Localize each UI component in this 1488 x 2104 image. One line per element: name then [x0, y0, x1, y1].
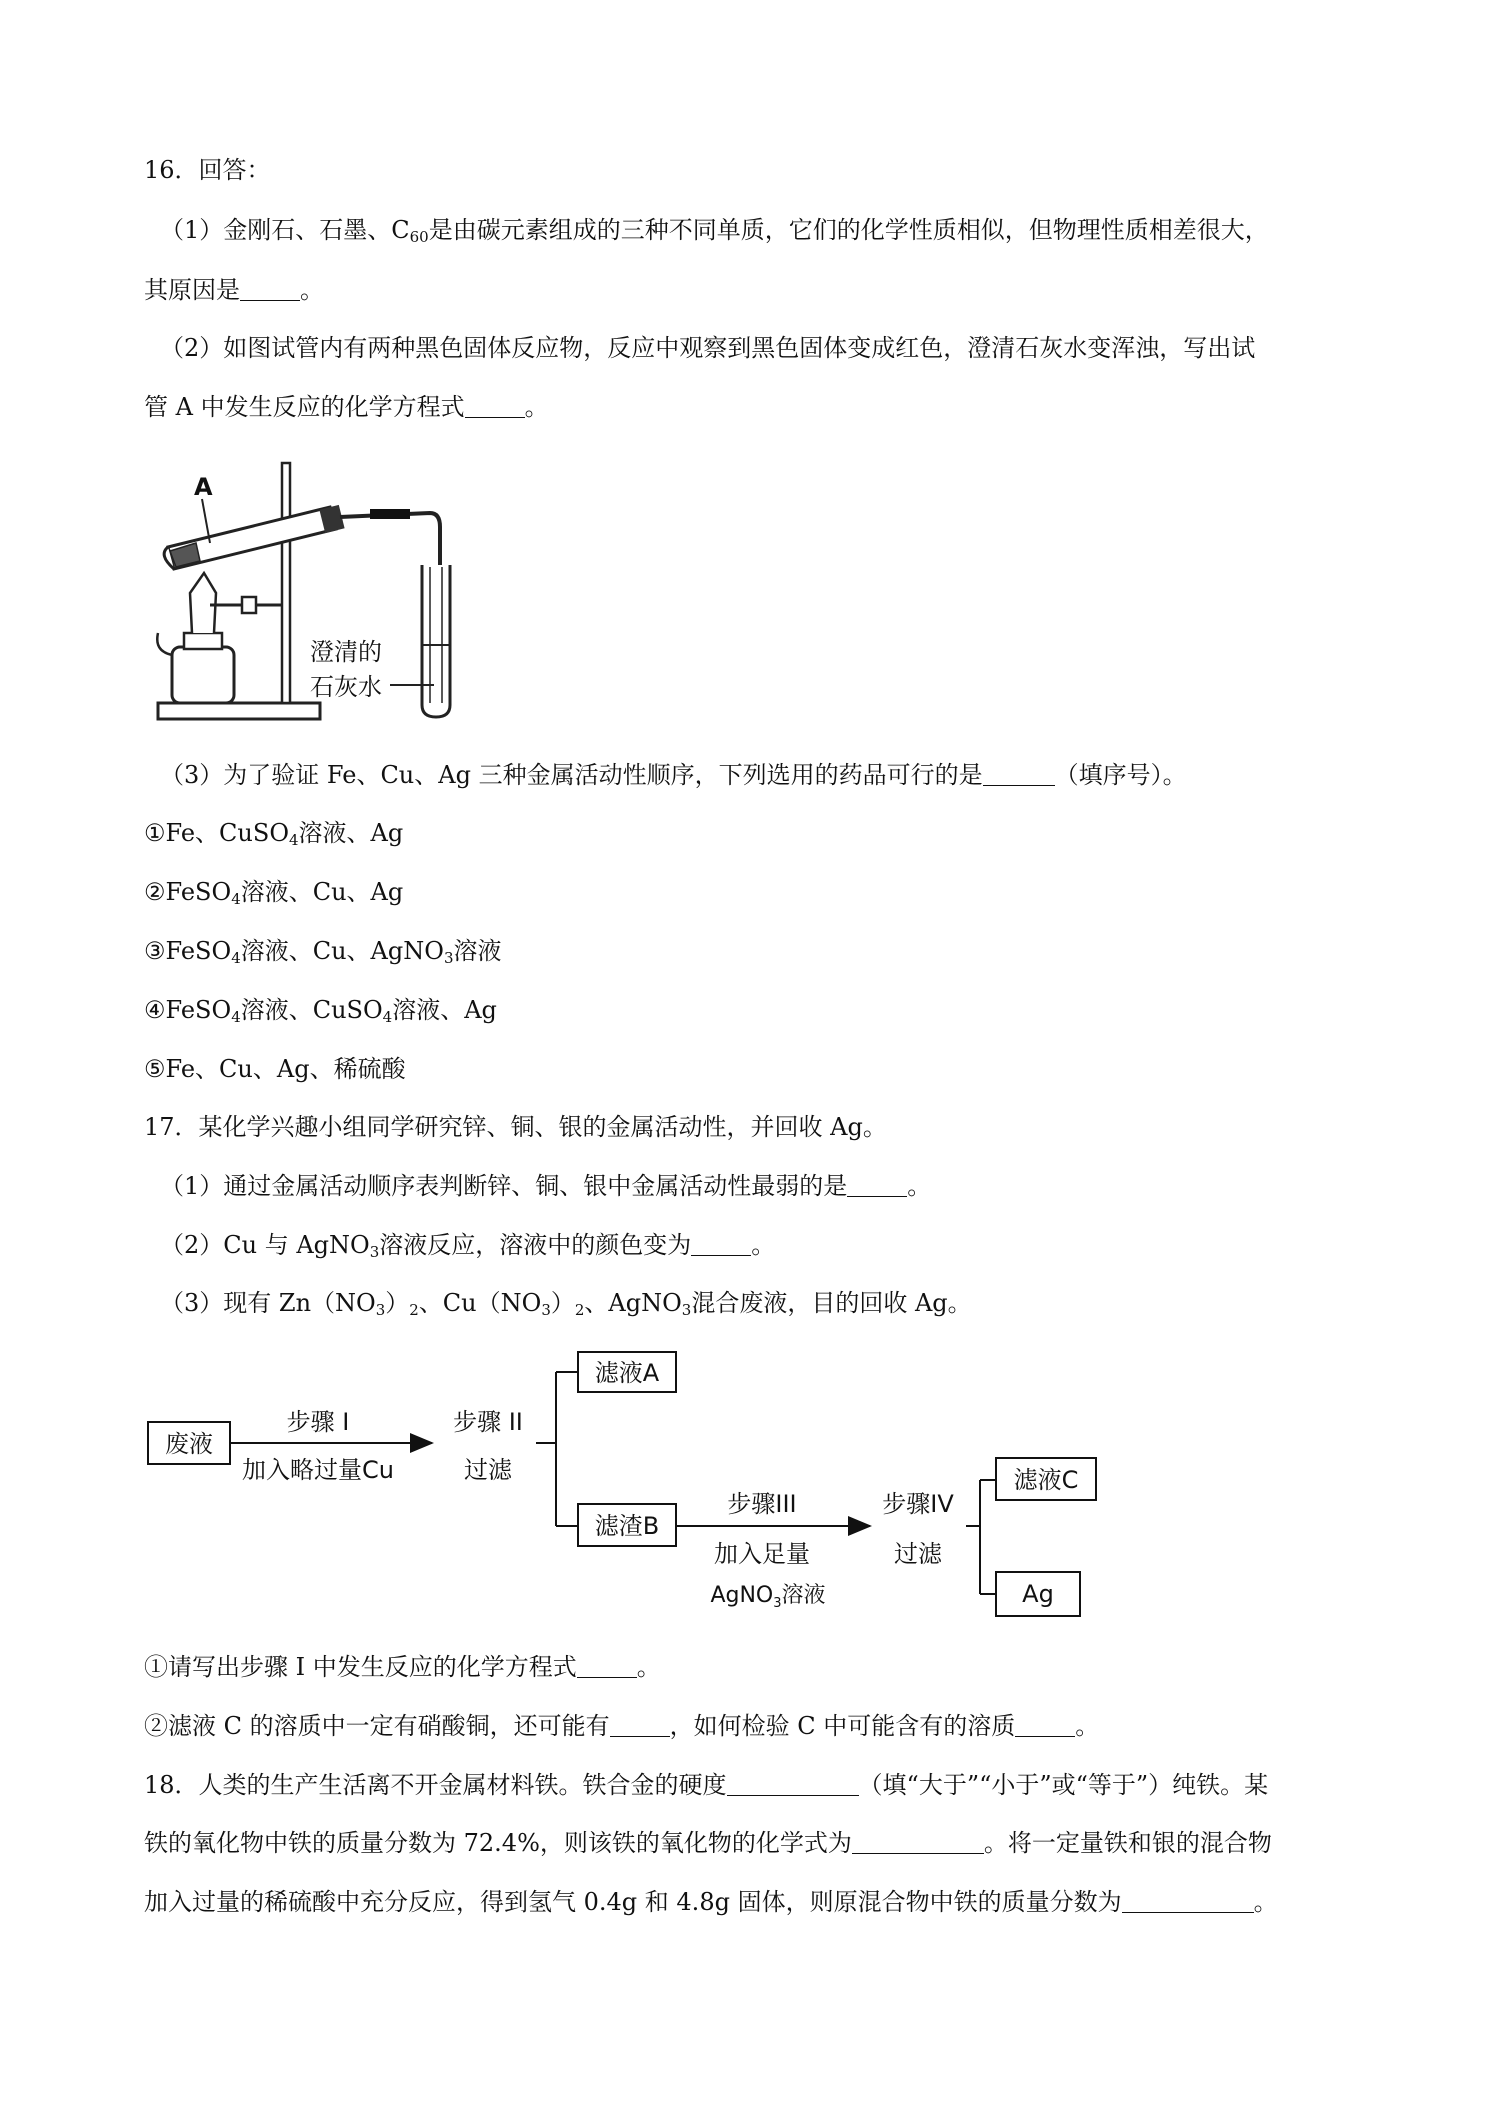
q16-title: 16．回答：	[144, 156, 271, 184]
answer-blank[interactable]	[610, 1712, 670, 1737]
q18-line2: 铁的氧化物中铁的质量分数为 72.4%，则该铁的氧化物的化学式为 。将一定量铁和银的混合物	[144, 1829, 1272, 1857]
option-3: ③FeSO$_4$溶液、Cu、AgNO$_3$溶液	[144, 937, 502, 967]
answer-blank[interactable]	[852, 1829, 984, 1854]
text-filtrate-a: 滤液A	[594, 1359, 660, 1387]
text-step2: 步骤 II	[453, 1408, 523, 1436]
answer-blank[interactable]	[727, 1771, 859, 1796]
q17-sub2: ②滤液 C 的溶质中一定有硝酸铜，还可能有 ，如何检验 C 中可能含有的溶质 。	[144, 1712, 1100, 1740]
q16-part1-line1: （1）金刚石、石墨、$C_{60}$是由碳元素组成的三种不同单质，它们的化学性质相似，但物理性质相差很大，	[160, 216, 1269, 246]
label-a: A	[194, 473, 213, 501]
answer-blank[interactable]	[1122, 1888, 1254, 1913]
q17-title: 17．某化学兴趣小组同学研究锌、铜、银的金属活动性，并回收 Ag。	[144, 1113, 887, 1141]
apparatus-figure	[150, 455, 470, 725]
text-step1: 步骤 I	[286, 1408, 350, 1436]
text-ag: Ag	[1022, 1580, 1054, 1608]
q18-line3: 加入过量的稀硫酸中充分反应，得到氢气 0.4g 和 4.8g 固体，则原混合物中铁的质量分数为 。	[144, 1888, 1278, 1916]
answer-blank[interactable]	[240, 276, 300, 301]
answer-blank[interactable]	[847, 1172, 907, 1197]
option-5: ⑤Fe、Cu、Ag、稀硫酸	[144, 1055, 406, 1083]
q16-part3: （3）为了验证 Fe、Cu、Ag 三种金属活动性顺序，下列选用的药品可行的是 （填序号）。	[160, 761, 1187, 789]
label-clear-limewater-1: 澄清的	[310, 638, 382, 666]
text-step3-sub: 加入足量	[714, 1540, 810, 1568]
q17-part1: （1）通过金属活动顺序表判断锌、铜、银中金属活动性最弱的是 。	[160, 1172, 932, 1200]
answer-blank[interactable]	[1015, 1712, 1075, 1737]
text-waste: 废液	[165, 1430, 213, 1458]
answer-blank[interactable]	[691, 1231, 751, 1256]
q16-part1-line2: 其原因是 。	[144, 276, 324, 304]
text-residue-b: 滤渣B	[594, 1512, 660, 1540]
q18-line1: 18．人类的生产生活离不开金属材料铁。铁合金的硬度 （填“大于”“小于”或“等于”）纯铁。某	[144, 1771, 1269, 1799]
option-1: ①Fe、CuSO$_4$溶液、Ag	[144, 819, 404, 849]
text-step4-sub: 过滤	[894, 1540, 942, 1568]
text-step2-sub: 过滤	[464, 1456, 512, 1484]
answer-blank[interactable]	[465, 393, 525, 418]
q17-part2: （2）Cu 与 AgNO$_3$溶液反应，溶液中的颜色变为 。	[160, 1231, 776, 1261]
label-clear-limewater-2: 石灰水	[310, 673, 382, 701]
text-filtrate-c: 滤液C	[1013, 1466, 1079, 1494]
option-2: ②FeSO$_4$溶液、Cu、Ag	[144, 878, 404, 908]
text-step3: 步骤III	[727, 1490, 797, 1518]
q16-part2-line1: （2）如图试管内有两种黑色固体反应物，反应中观察到黑色固体变成红色，澄清石灰水变浑浊，写出试	[160, 334, 1256, 362]
text-step4: 步骤IV	[882, 1490, 954, 1518]
answer-blank[interactable]	[983, 761, 1055, 786]
text-step1-sub: 加入略过量Cu	[242, 1456, 394, 1484]
q16-part2-line2: 管 A 中发生反应的化学方程式 。	[144, 393, 549, 421]
recovery-flow-diagram	[0, 1340, 1488, 1630]
q17-part3: （3）现有 $Zn(NO_3)_2$、$Cu(NO_3)_2$、AgNO$_3$混合废液，目的回收 Ag。	[160, 1289, 972, 1319]
text-step3-reagent: AgNO$_3$溶液	[710, 1583, 826, 1611]
q17-sub1: ①请写出步骤 I 中发生反应的化学方程式 。	[144, 1653, 661, 1681]
answer-blank[interactable]	[577, 1653, 637, 1678]
option-4: ④FeSO$_4$溶液、CuSO$_4$溶液、Ag	[144, 996, 497, 1026]
